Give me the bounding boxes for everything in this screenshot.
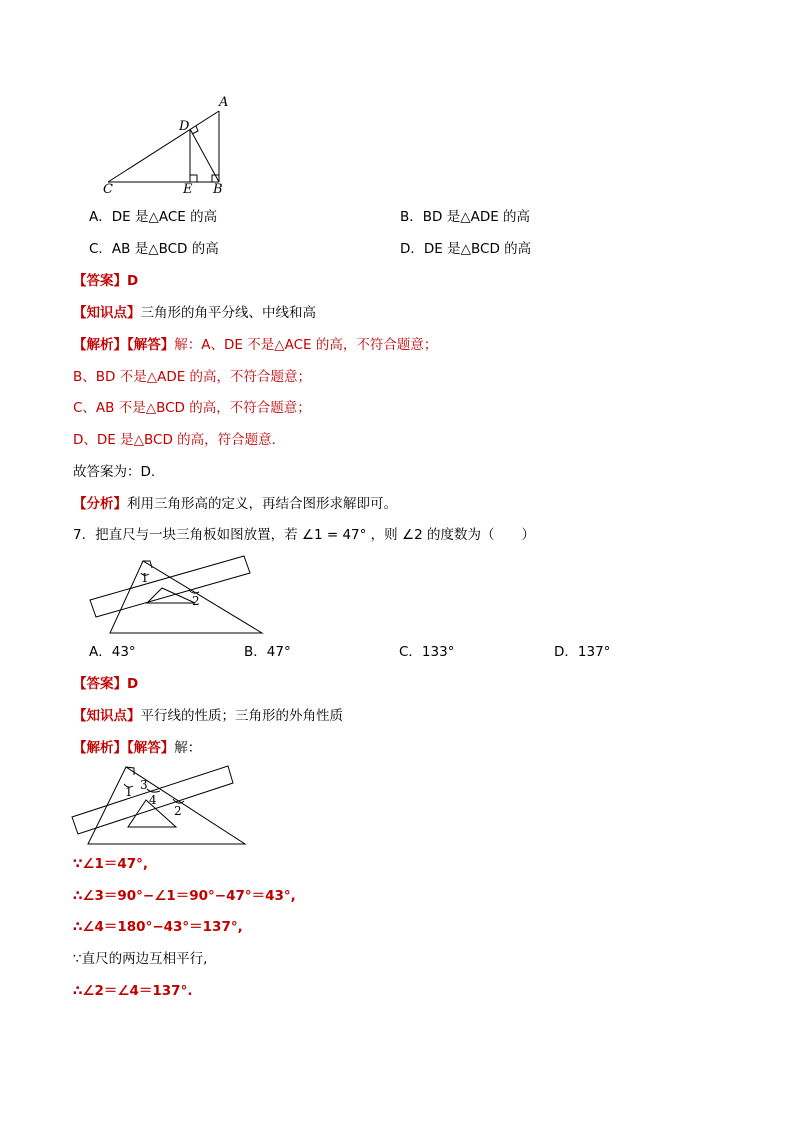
q7-analysis [73,739,201,757]
knowledge-tag: 【知识点】 [73,708,141,724]
analysis-tag: 【解析】【解答】 [73,337,175,353]
q7-question: 7．把直尺与一块三角板如图放置，若 ∠1 = 47° ，则 ∠2 的度数为（ ） [73,527,535,543]
q7-knowledge [73,707,343,725]
q7-solution-figure [68,762,253,852]
angle-1-label: 1 [125,785,133,799]
analysis-line: 解：A、DE 不是△ACE 的高，不符合题意； [174,337,438,353]
q6-conclusion: 故答案为：D. [73,464,156,480]
analysis-tag: 【解析】【解答】 [73,740,175,756]
analysis-intro: 解： [174,740,202,756]
q7-option-a: A．43° [89,644,136,660]
knowledge-tag: 【知识点】 [73,305,141,321]
answer-tag: 【答案】 [73,273,127,289]
analysis-line: C、AB 不是△BCD 的高，不符合题意； [73,400,311,416]
label-c: C [103,182,113,197]
knowledge-text: 平行线的性质；三角形的外角性质 [140,708,343,724]
answer-value: D [127,676,139,692]
q6-option-b: B．BD 是△ADE 的高 [400,209,531,225]
angle-1-label: 1 [141,571,149,585]
analysis-line: B、BD 不是△ADE 的高，不符合题意； [73,369,312,385]
solution-step: ∵∠1＝47°, [73,856,149,872]
q7-answer [73,675,138,693]
label-a: A [219,95,229,110]
q6-fenxi [73,495,397,513]
solution-step: ∴∠2＝∠4＝137°. [73,983,193,999]
q6-option-d: D．DE 是△BCD 的高 [400,241,532,257]
solution-step: ∴∠4＝180°−43°＝137°, [73,919,243,935]
solution-step: ∴∠3＝90°−∠1＝90°−47°＝43°, [73,888,296,904]
fenxi-text: 利用三角形高的定义，再结合图形求解即可。 [127,496,397,512]
answer-tag: 【答案】 [73,676,127,692]
q6-analysis [73,336,437,354]
angle-2-label: 2 [174,804,182,818]
fenxi-tag: 【分析】 [73,496,127,512]
answer-value: D [127,273,139,289]
solution-step: ∵直尺的两边互相平行, [73,951,208,967]
q7-option-d: D．137° [554,644,611,660]
q6-option-a: A．DE 是△ACE 的高 [89,209,218,225]
q6-figure-triangle [95,92,245,200]
angle-3-label: 3 [140,778,148,792]
label-b: B [213,182,223,197]
label-d: D [179,119,190,134]
angle-2-label: 2 [192,594,200,608]
q7-figure-ruler-triangle [85,550,265,640]
q6-knowledge [73,304,316,322]
q7-option-c: C．133° [399,644,455,660]
analysis-line: D、DE 是△BCD 的高，符合题意． [73,432,286,448]
knowledge-text: 三角形的角平分线、中线和高 [140,305,316,321]
label-e: E [183,182,193,197]
q6-option-c: C．AB 是△BCD 的高 [89,241,219,257]
q7-option-b: B．47° [244,644,291,660]
angle-4-label: 4 [149,793,157,807]
q6-answer [73,272,138,290]
